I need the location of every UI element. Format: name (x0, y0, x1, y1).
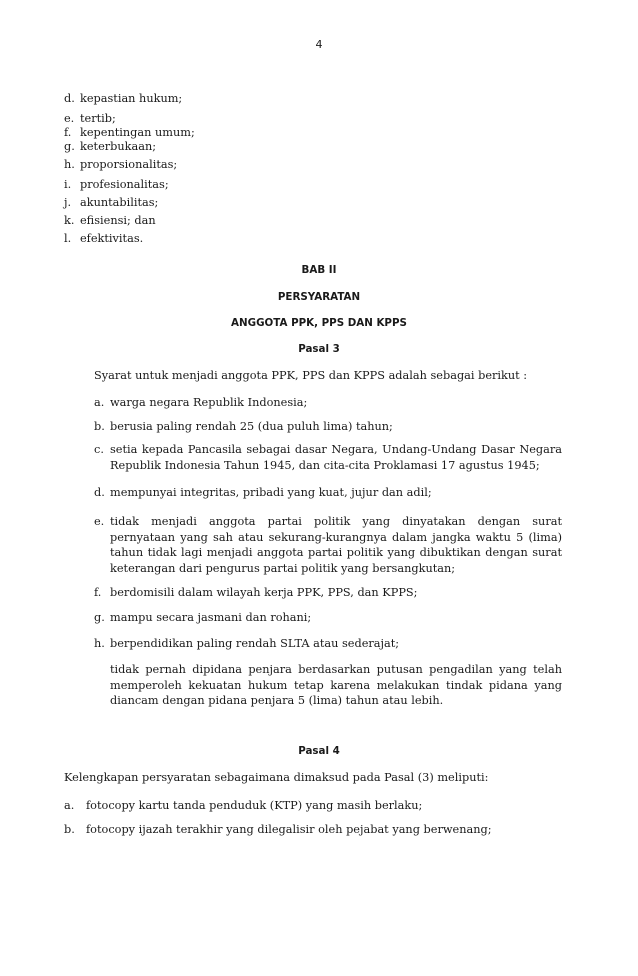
article-intro: Kelengkapan persyaratan sebagaimana dimaksud pada Pasal (3) meliputi: (64, 771, 489, 784)
list-item-continuation: tidak pernah dipidana penjara berdasarkan putusan pengadilan yang telah memperoleh kekuatan hukum tetap karena melakukan tindak pidana yang diancam dengan pidana penjara 5 (lima) tahun atau lebih. (110, 663, 562, 707)
article-intro: Syarat untuk menjadi anggota PPK, PPS dan KPPS adalah sebagai berikut : (94, 369, 528, 382)
page-number: 4 (315, 38, 323, 51)
list-item: a. fotocopy kartu tanda penduduk (KTP) yang masih berlaku; (64, 799, 423, 812)
list-item: h. berpendidikan paling rendah SLTA atau sederajat; (94, 637, 400, 650)
list-item: g. mampu secara jasmani dan rohani; (94, 611, 312, 624)
article-heading-pasal-3: Pasal 3 (298, 343, 340, 355)
chapter-heading: BAB II (301, 264, 337, 276)
list-item: i. profesionalitas; (64, 178, 169, 191)
list-item: b. berusia paling rendah 25 (dua puluh lima) tahun; (94, 420, 393, 433)
chapter-title: PERSYARATAN (277, 291, 361, 303)
chapter-subtitle: ANGGOTA PPK, PPS DAN KPPS (231, 317, 407, 329)
list-item: e. tertib; (64, 112, 116, 125)
list-item: h. proporsionalitas; (64, 158, 178, 171)
list-item: d. kepastian hukum; (64, 92, 183, 105)
list-item: f. berdomisili dalam wilayah kerja PPK, PPS, dan KPPS; (94, 586, 418, 599)
list-item: j. akuntabilitas; (64, 196, 159, 209)
list-item: d. mempunyai integritas, pribadi yang kuat, jujur dan adil; (94, 486, 432, 499)
list-item: b. fotocopy ijazah terakhir yang dilegalisir oleh pejabat yang berwenang; (64, 823, 492, 836)
article-heading-pasal-4: Pasal 4 (298, 745, 340, 757)
list-item: g. keterbukaan; (64, 140, 157, 153)
list-item: f. kepentingan umum; (64, 126, 195, 139)
list-item: k. efisiensi; dan (64, 214, 156, 227)
list-item: l. efektivitas. (64, 232, 144, 245)
list-item: e. tidak menjadi anggota partai politik yang dinyatakan dengan surat pernyataan yang sah atau sekurang-kurangnya dalam jangka waktu 5 (lima) tahun tidak lagi menjadi anggota partai politik yang dibuktikan dengan surat keterangan dari pengurus partai politik yang bersangkutan; (94, 515, 562, 575)
list-item: a. warga negara Republik Indonesia; (94, 396, 308, 409)
list-item: c. setia kepada Pancasila sebagai dasar Negara, Undang-Undang Dasar Negara Republik Indonesia Tahun 1945, dan cita-cita Proklamasi 17 agustus 1945; (94, 443, 562, 472)
